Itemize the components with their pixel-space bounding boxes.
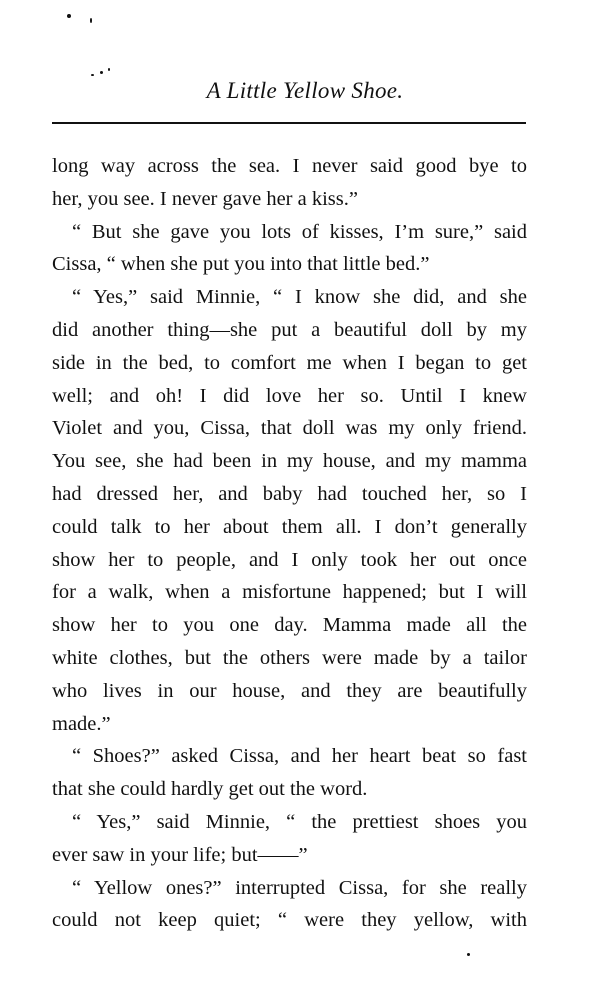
text-line: her, you see. I never gave her a kiss.” (52, 187, 358, 210)
text-line: could talk to her about them all. I don’t generally (52, 515, 527, 538)
text-line: well; and oh! I did love her so. Until I knew (52, 384, 527, 407)
text-line: ever saw in your life; but——” (52, 843, 308, 866)
text-line: for a walk, when a misfortune happened; but I will (52, 581, 527, 604)
text-line: long way across the sea. I never said good bye to (52, 155, 527, 177)
print-speck (467, 953, 470, 956)
text-line: show her to people, and I only took her out once (52, 548, 527, 571)
text-line: white clothes, but the others were made by a tailor (52, 646, 527, 669)
text-line: Violet and you, Cissa, that doll was my only friend. (52, 417, 527, 440)
header-rule (52, 122, 526, 124)
text-line: “ Yes,” said Minnie, “ I know she did, and she (72, 286, 527, 309)
text-line: “ Yes,” said Minnie, “ the prettiest shoes you (72, 810, 527, 833)
text-line: “ Yellow ones?” interrupted Cissa, for she really (72, 876, 527, 899)
text-line: had dressed her, and baby had touched her, so I (52, 482, 527, 505)
print-speck (100, 71, 103, 74)
text-line: that she could hardly get out the word. (52, 778, 368, 801)
text-line: You see, she had been in my house, and my mamma (52, 450, 527, 473)
print-speck (108, 68, 110, 71)
text-line: show her to you one day. Mamma made all the (52, 614, 527, 637)
text-line: made.” (52, 712, 111, 735)
text-line: “ But she gave you lots of kisses, I’m sure,” said (72, 220, 527, 243)
running-head: A Little Yellow Shoe. (206, 78, 404, 103)
text-line: “ Shoes?” asked Cissa, and her heart beat so fast (72, 745, 527, 768)
text-line: side in the bed, to comfort me when I began to get (52, 351, 527, 374)
text-line: could not keep quiet; “ were they yellow, with (52, 909, 527, 932)
page-body-text (52, 150, 527, 937)
text-line: did another thing—she put a beautiful doll by my (52, 318, 527, 341)
print-speck (90, 18, 92, 23)
print-speck (91, 74, 94, 76)
text-line: Cissa, “ when she put you into that little bed.” (52, 253, 430, 276)
text-line: who lives in our house, and they are beautifully (52, 679, 527, 702)
print-speck (67, 14, 71, 18)
